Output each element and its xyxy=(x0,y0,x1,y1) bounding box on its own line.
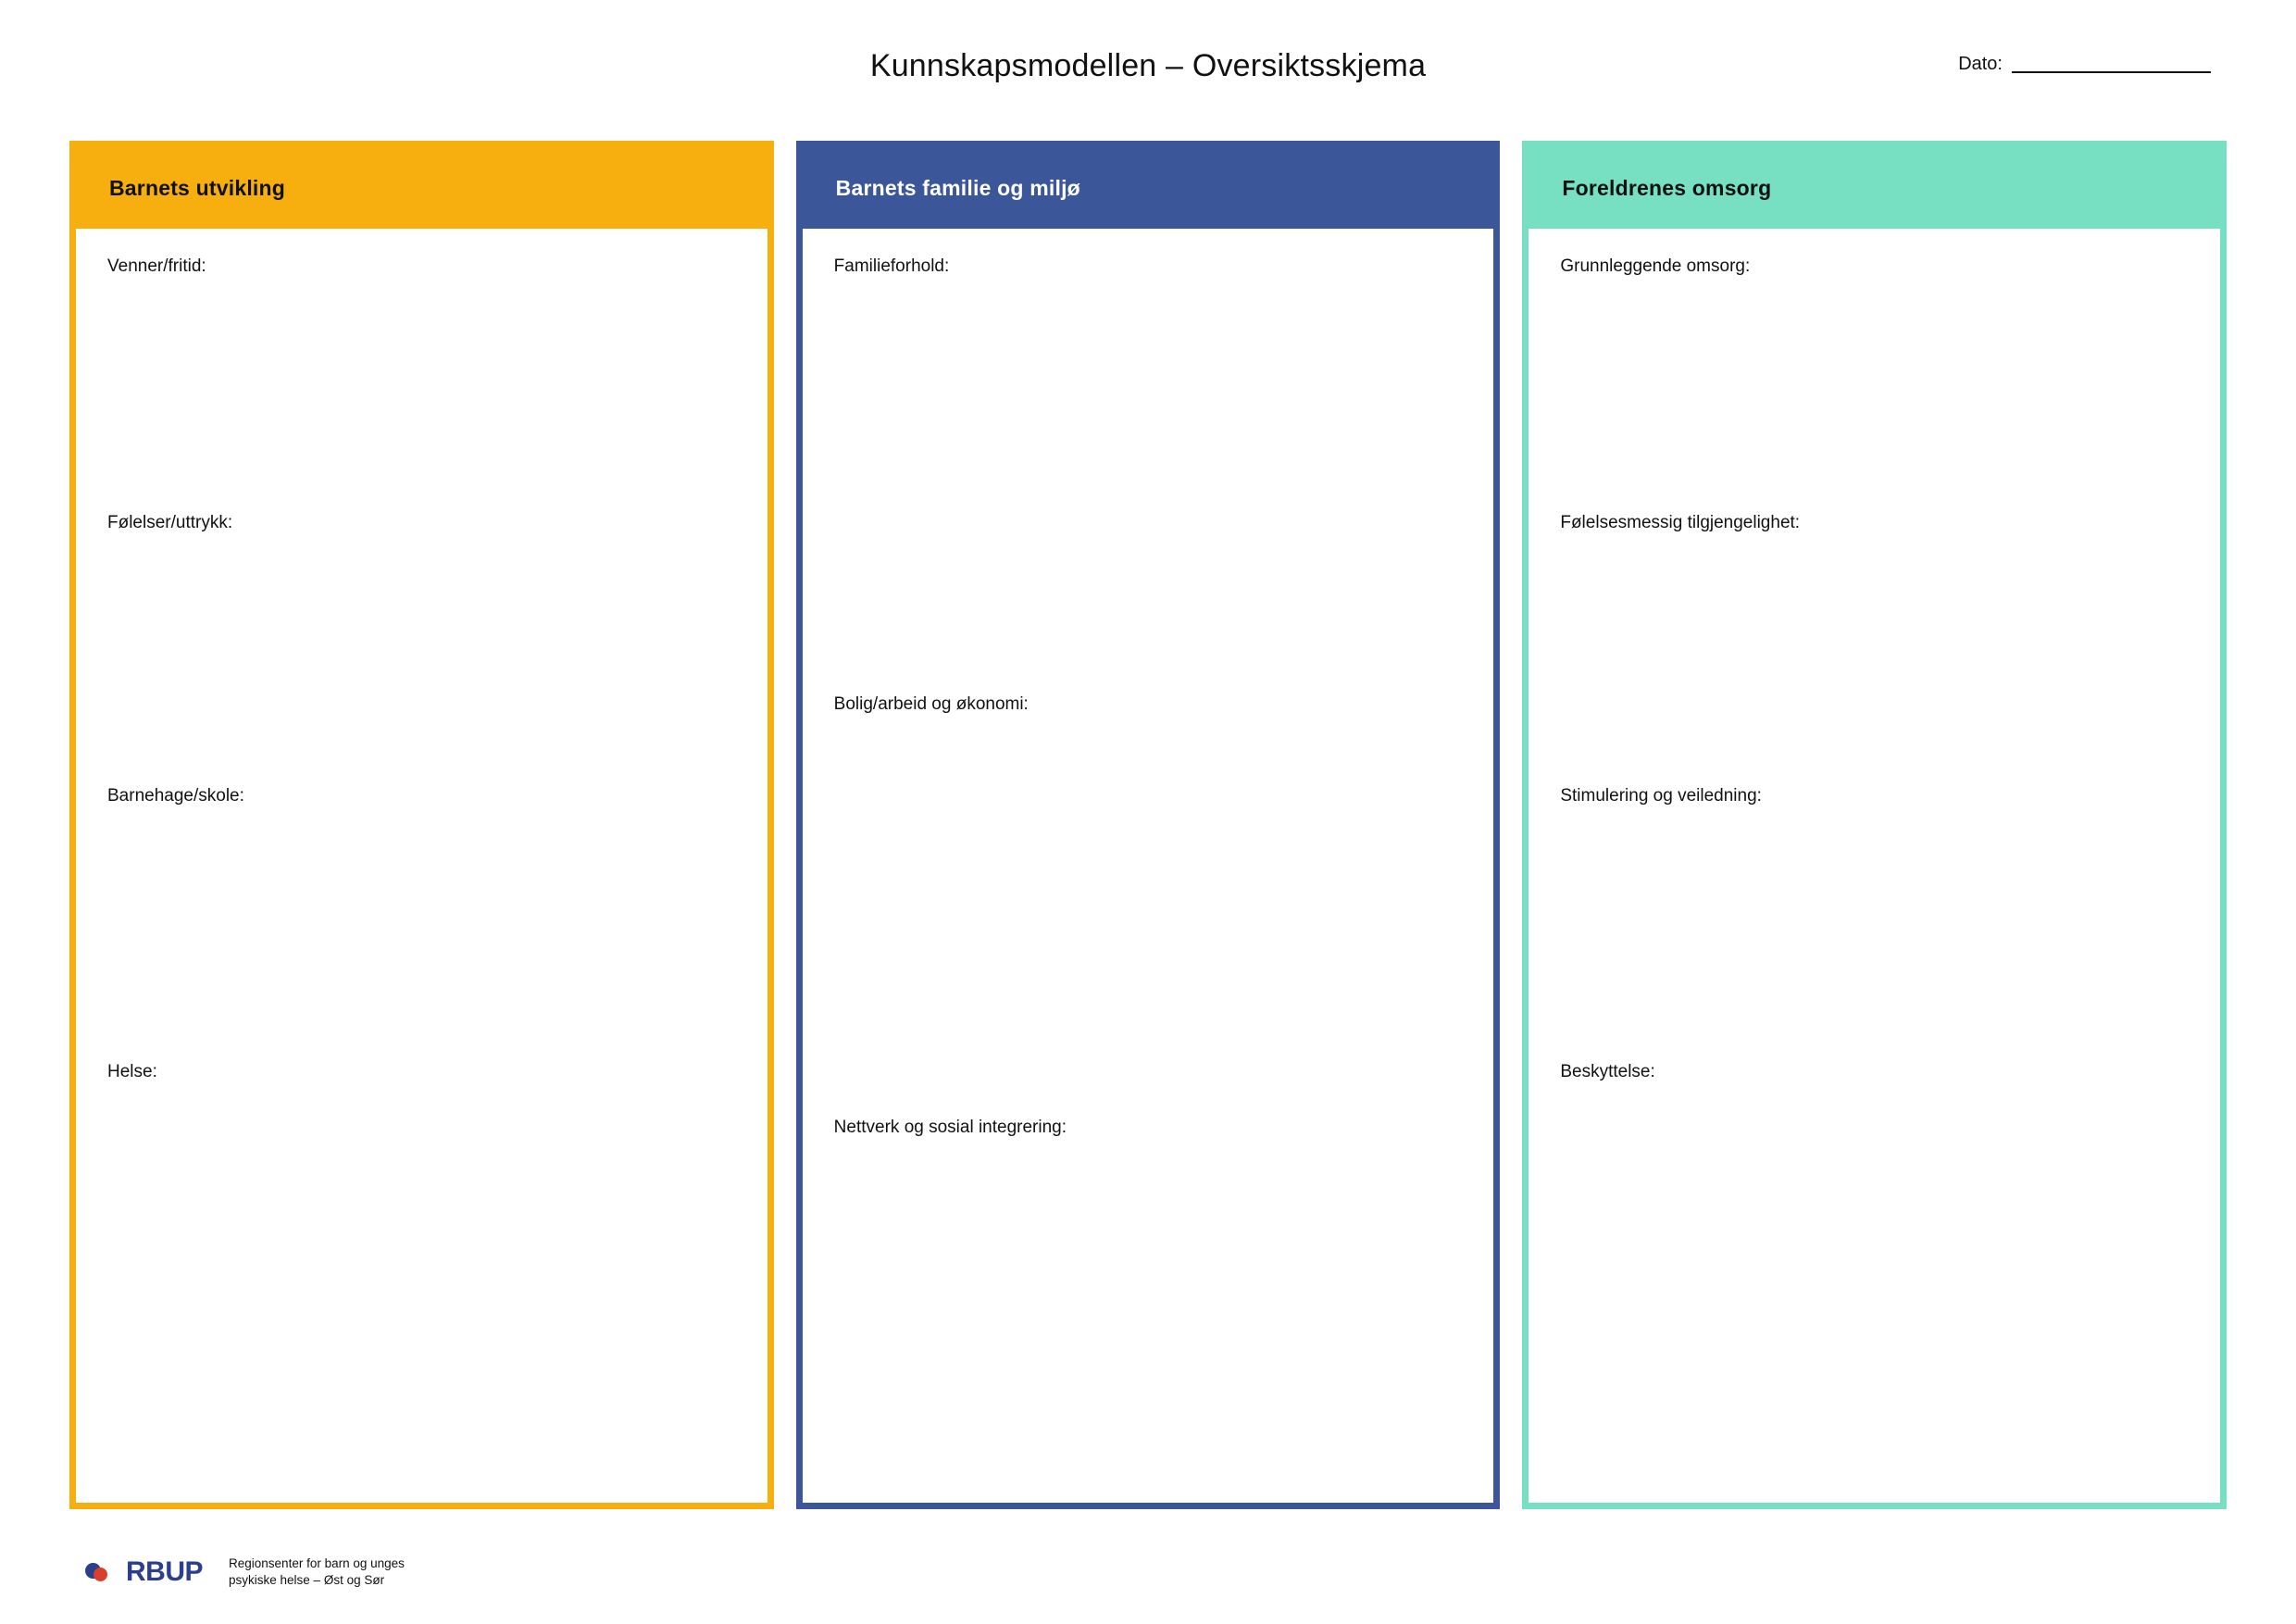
column-barnets-utvikling xyxy=(69,141,774,1509)
page-title: Kunnskapsmodellen – Oversiktsskjema xyxy=(869,48,1427,83)
rbup-logo-icon xyxy=(85,1559,113,1585)
column-body-foreldrenes-omsorg[interactable] xyxy=(1529,229,2220,1503)
field-label-folelsesmessig-tilgjengelighet: Følelsesmessig tilgjengelighet: xyxy=(1560,513,1801,532)
column-heading-barnets-utvikling: Barnets utvikling xyxy=(76,147,767,229)
date-input-line[interactable] xyxy=(2012,71,2211,73)
field-label-helse: Helse: xyxy=(107,1062,157,1081)
form-columns xyxy=(69,141,2227,1509)
field-label-folelser-uttrykk: Følelser/uttrykk: xyxy=(107,513,233,532)
logo-wordmark: RBUP xyxy=(126,1555,204,1587)
column-foreldrenes-omsorg xyxy=(1522,141,2227,1509)
field-label-familieforhold: Familieforhold: xyxy=(833,256,950,276)
page-header xyxy=(0,0,2296,139)
field-label-nettverk-sosial-integrering: Nettverk og sosial integrering: xyxy=(833,1118,1067,1137)
logo-dot-red-icon xyxy=(94,1568,107,1581)
field-label-bolig-arbeid-okonomi: Bolig/arbeid og økonomi: xyxy=(833,694,1029,714)
footer-logo xyxy=(85,1555,405,1589)
column-heading-foreldrenes-omsorg: Foreldrenes omsorg xyxy=(1529,147,2220,229)
logo-subtitle-line-1: Regionsenter for barn og unges xyxy=(229,1555,405,1570)
field-label-stimulering-og-veiledning: Stimulering og veiledning: xyxy=(1560,786,1762,806)
date-field-group xyxy=(1958,54,2211,77)
field-label-grunnleggende-omsorg: Grunnleggende omsorg: xyxy=(1560,256,1751,276)
logo-subtitle xyxy=(229,1555,405,1589)
column-body-barnets-familie-og-miljo[interactable] xyxy=(803,229,1494,1503)
field-label-venner-fritid: Venner/fritid: xyxy=(107,256,206,276)
column-heading-barnets-familie-og-miljo: Barnets familie og miljø xyxy=(803,147,1494,229)
column-body-barnets-utvikling[interactable] xyxy=(76,229,767,1503)
date-label: Dato: xyxy=(1958,54,2003,74)
field-label-barnehage-skole: Barnehage/skole: xyxy=(107,786,244,806)
column-barnets-familie-og-miljo xyxy=(796,141,1501,1509)
field-label-beskyttelse: Beskyttelse: xyxy=(1560,1062,1655,1081)
logo-subtitle-line-2: psykiske helse – Øst og Sør xyxy=(229,1572,385,1587)
